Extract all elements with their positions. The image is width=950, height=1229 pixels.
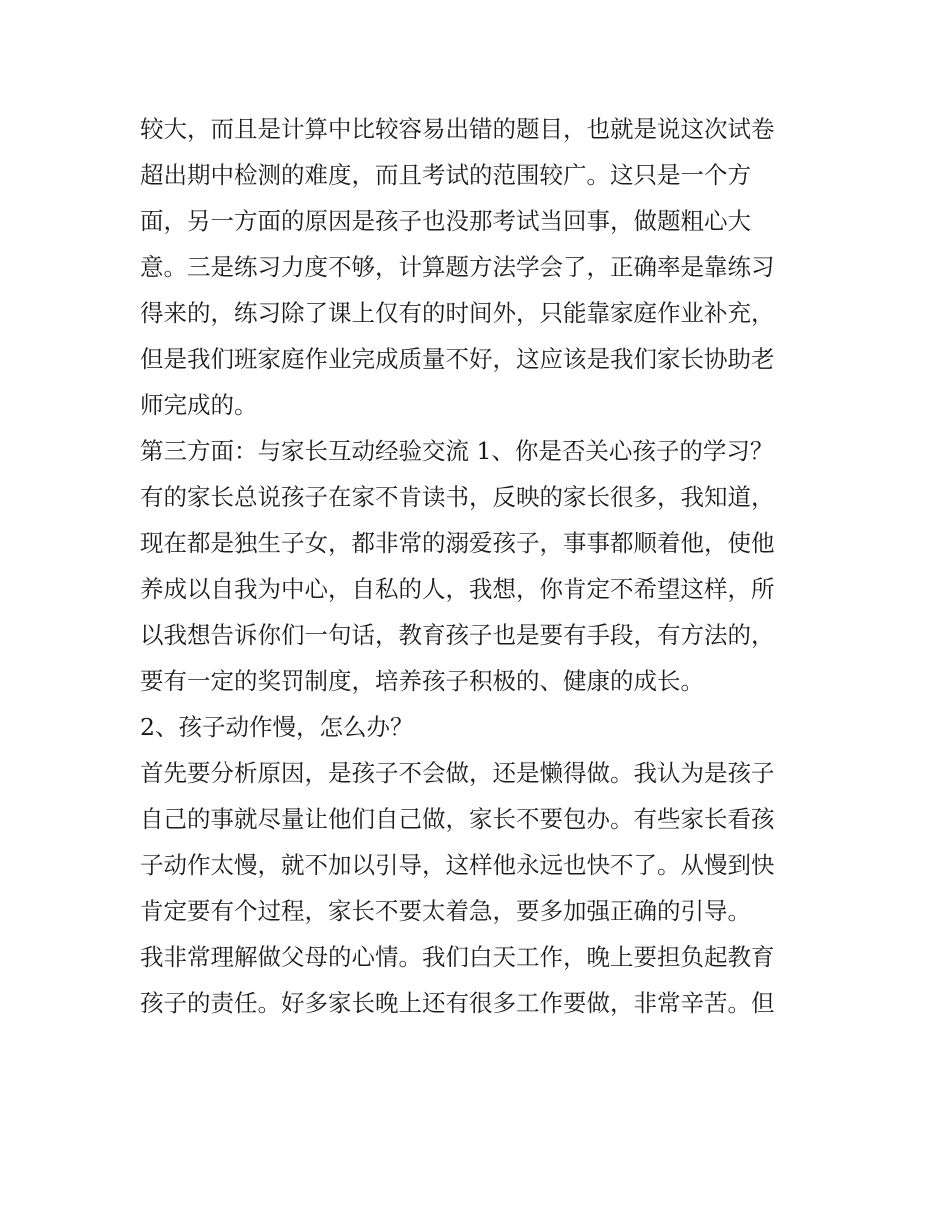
text-line: 意。三是练习力度不够，计算题方法学会了，正确率是靠练习 (140, 253, 775, 281)
text-line: 孩子的责任。好多家长晚上还有很多工作要做，非常辛苦。但 (140, 989, 775, 1017)
text-line: 要有一定的奖罚制度，培养孩子积极的、健康的成长。 (140, 667, 704, 695)
text-line: 但是我们班家庭作业完成质量不好，这应该是我们家长协助老 (140, 345, 775, 373)
text-line: 肯定要有个过程，家长不要太着急，要多加强正确的引导。 (140, 897, 751, 925)
body-text (140, 106, 830, 1026)
text-line: 我非常理解做父母的心情。我们白天工作，晚上要担负起教育 (140, 943, 775, 971)
text-line: 超出期中检测的难度，而且考试的范围较广。这只是一个方 (140, 161, 751, 189)
text-line: 子动作太慢，就不加以引导，这样他永远也快不了。从慢到快 (140, 851, 775, 879)
text-line: 以我想告诉你们一句话，教育孩子也是要有手段，有方法的， (140, 621, 775, 649)
section-heading-line: 第三方面：与家长互动经验交流 1、你是否关心孩子的学习？ (140, 437, 774, 465)
text-line: 现在都是独生子女，都非常的溺爱孩子，事事都顺着他，使他 (140, 529, 775, 557)
text-line: 有的家长总说孩子在家不肯读书，反映的家长很多，我知道， (140, 483, 775, 511)
text-line: 自己的事就尽量让他们自己做，家长不要包办。有些家长看孩 (140, 805, 775, 833)
text-line: 养成以自我为中心，自私的人，我想，你肯定不希望这样，所 (140, 575, 775, 603)
text-line: 较大，而且是计算中比较容易出错的题目，也就是说这次试卷 (140, 115, 775, 143)
question-line: 2、孩子动作慢，怎么办？ (140, 713, 414, 741)
text-line: 得来的，练习除了课上仅有的时间外，只能靠家庭作业补充， (140, 299, 775, 327)
text-line: 首先要分析原因，是孩子不会做，还是懒得做。我认为是孩子 (140, 759, 775, 787)
text-line: 面，另一方面的原因是孩子也没那考试当回事，做题粗心大 (140, 207, 751, 235)
text-line: 师完成的。 (140, 391, 258, 419)
